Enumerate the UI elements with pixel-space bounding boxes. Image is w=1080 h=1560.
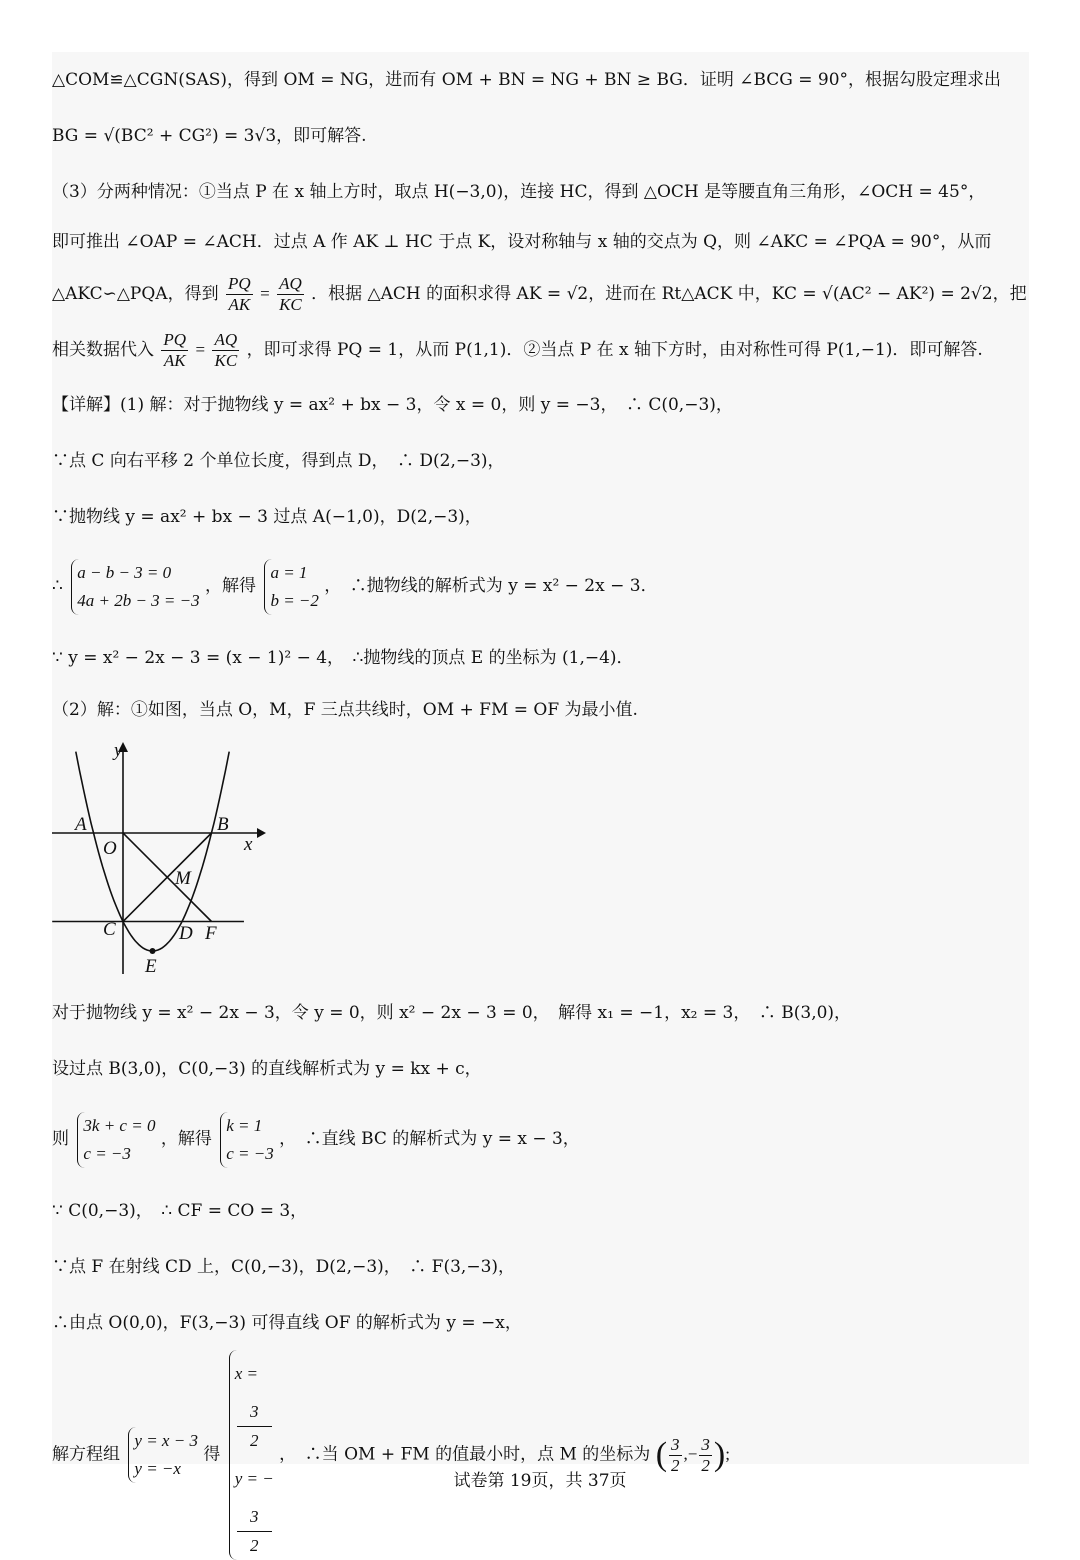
vertex-point-e <box>150 948 156 954</box>
label-f: F <box>205 923 217 944</box>
text-line-4: 即可推出 ∠OAP = ∠ACH．过点 A 作 AK ⊥ HC 于点 K，设对称轴与 x 轴的交点为 Q，则 ∠AKC = ∠PQA = 90°，从而 <box>52 232 992 252</box>
label-c: C <box>103 919 116 940</box>
equation-system-kc: 3k + c = 0 c = −3 <box>77 1112 155 1168</box>
text-line-14: 设过点 B(3,0)，C(0,−3) 的直线解析式为 y = kx + c， <box>52 1059 482 1079</box>
fraction-aq-kc: $\frac{AQ}{KC}$ <box>279 274 302 314</box>
text-line-12: （2）解：①如图，当点 O，M，F 三点共线时，OM + FM = OF 为最小值. <box>52 700 638 720</box>
solution-system-kc: k = 1 c = −3 <box>220 1112 274 1168</box>
text-line-13: 对于抛物线 y = x² − 2x − 3，令 y = 0，则 x² − 2x − 3 = 0， 解得 x₁ = −1，x₂ = 3， ∴ B(3,0)， <box>52 1003 852 1023</box>
label-y: y <box>114 740 123 761</box>
text-line-2: BG = √(BC² + CG²) = 3√3，即可解答. <box>52 126 367 146</box>
text-line-17: ∵点 F 在射线 CD 上，C(0,−3)，D(2,−3)， ∴ F(3,−3)， <box>52 1257 516 1277</box>
coord-m-y: $\frac{3}{2}$ <box>701 1434 710 1475</box>
equation-system-lines: y = x − 3 y = −x <box>128 1427 198 1483</box>
label-x: x <box>244 834 253 855</box>
text-line-10: ∴ a − b − 3 = 0 4a + 2b − 3 = −3 ，解得 a = 1 b = −2 ， ∴抛物线的解析式为 y = x² − 2x − 3． <box>52 554 1029 618</box>
text-line-16: ∵ C(0,−3)， ∴ CF = CO = 3， <box>52 1201 308 1221</box>
line6-tail: ，即可求得 PQ = 1，从而 P(1,1)．②当点 P 在 x 轴下方时，由对称性可得 P(1,−1)．即可解答. <box>246 340 983 360</box>
solution-system-m: x = 3 2 y = − 3 2 <box>229 1350 274 1560</box>
label-e: E <box>145 956 157 977</box>
text-line-19: 解方程组 y = x − 3 y = −x 得 x = 3 2 y = − 3 2 ， ∴当 OM + FM 的值最小时，点 M 的坐标为 ( $\frac{3}{2}$ ,− $\frac{3}{2}$ ); <box>52 1350 1029 1560</box>
equation-system-ab: a − b − 3 = 0 4a + 2b − 3 = −3 <box>71 559 199 615</box>
fraction-pq-ak: $\frac{PQ}{AK}$ <box>227 274 251 314</box>
text-line-6: 相关数据代入 $\frac{PQ}{AK}$ = $\frac{AQ}{KC}$ ，即可求得 PQ = 1，从而 P(1,1)．②当点 P 在 x 轴下方时，由对称性可得 P(1,−1)．即可解答. <box>52 330 983 370</box>
text-line-7: 【详解】(1) 解：对于抛物线 y = ax² + bx − 3，令 x = 0，则 y = −3， ∴ C(0,−3)， <box>52 395 733 415</box>
text-line-18: ∴由点 O(0,0)，F(3,−3) 可得直线 OF 的解析式为 y = −x， <box>52 1313 522 1333</box>
label-o: O <box>103 838 117 859</box>
text-line-15: 则 3k + c = 0 c = −3 ，解得 k = 1 c = −3 ， ∴直线 BC 的解析式为 y = x − 3， <box>52 1107 1029 1171</box>
line5-lead: △AKC∽△PQA，得到 <box>52 284 219 304</box>
fraction-aq-kc-2: $\frac{AQ}{KC}$ <box>214 330 238 370</box>
line5-tail: ．根据 △ACH 的面积求得 AK = √2，进而在 Rt△ACK 中，KC = √(AC² − AK²) = 2√2，把 <box>311 284 1027 304</box>
label-d: D <box>179 923 193 944</box>
line6-lead: 相关数据代入 <box>52 340 154 360</box>
text-line-11: ∵ y = x² − 2x − 3 = (x − 1)² − 4， ∴抛物线的顶点 E 的坐标为 (1,−4)． <box>52 648 634 668</box>
text-line-1: △COM≌△CGN(SAS)，得到 OM = NG，进而有 OM + BN = NG + BN ≥ BG．证明 ∠BCG = 90°，根据勾股定理求出 <box>52 70 1002 90</box>
text-line-3: （3）分两种情况：①当点 P 在 x 轴上方时，取点 H(−3,0)，连接 HC，得到 △OCH 是等腰直角三角形，∠OCH = 45°， <box>52 182 986 202</box>
coord-m-x: $\frac{3}{2}$ <box>671 1434 680 1475</box>
fraction-pq-ak-2: $\frac{PQ}{AK}$ <box>163 330 187 370</box>
text-line-9: ∵抛物线 y = ax² + bx − 3 过点 A(−1,0)，D(2,−3)， <box>52 507 482 527</box>
label-m: M <box>175 868 191 889</box>
page-footer: 试卷第 19页，共 37页 <box>453 1471 627 1491</box>
x-axis-arrow <box>257 828 266 838</box>
text-line-8: ∵点 C 向右平移 2 个单位长度，得到点 D， ∴ D(2,−3)， <box>52 451 505 471</box>
parabola-figure <box>52 738 282 978</box>
label-b: B <box>217 814 229 835</box>
solution-system-ab: a = 1 b = −2 <box>264 559 318 615</box>
label-a: A <box>75 814 87 835</box>
text-line-5: △AKC∽△PQA，得到 $\frac{PQ}{AK}$ = $\frac{AQ}{KC}$ ．根据 △ACH 的面积求得 AK = √2，进而在 Rt△ACK 中，KC = √(AC² − AK²) = 2√2，把 <box>52 274 1027 314</box>
